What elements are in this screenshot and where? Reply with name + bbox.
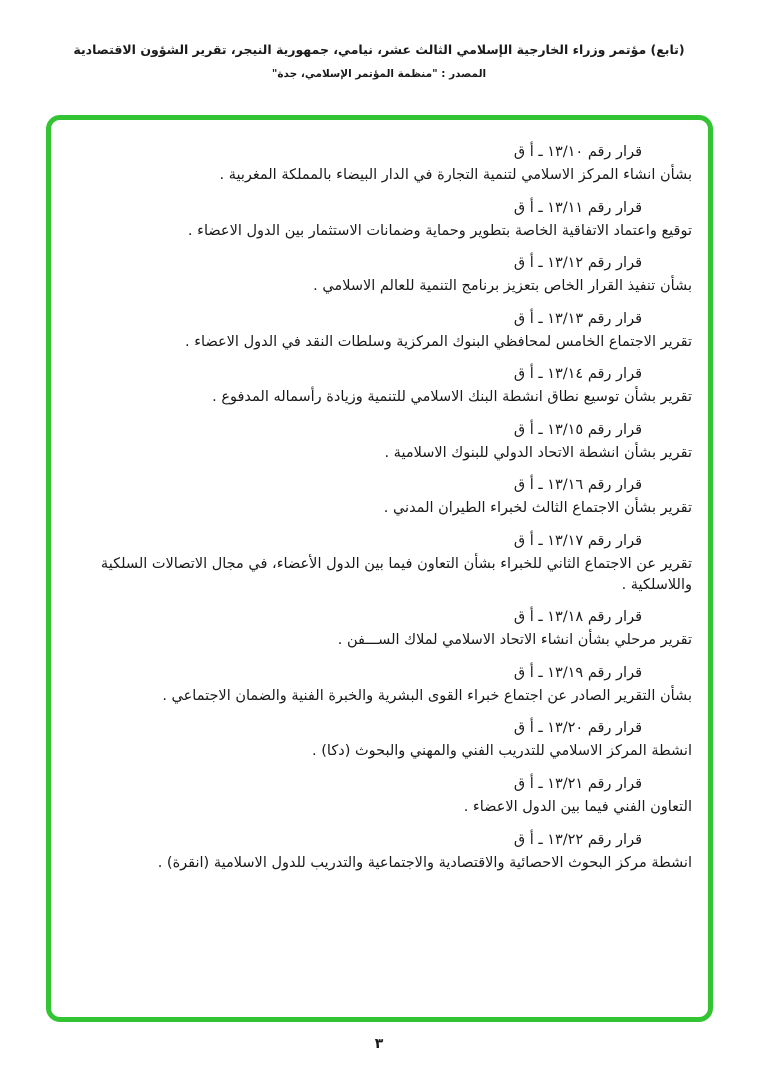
resolution-entry (67, 776, 692, 818)
resolution-title: قرار رقم ١٣/١٧ ـ أ ق (513, 533, 642, 550)
resolution-body: تقرير بشأن توسيع نطاق انشطة البنك الاسلامي للتنمية وزيادة رأسماله المدفوع . (212, 389, 692, 406)
resolution-body: بشأن تنفيذ القرار الخاص بتعزيز برنامج التنمية للعالم الاسلامي . (313, 278, 692, 295)
resolution-title: قرار رقم ١٣/١٠ ـ أ ق (513, 144, 642, 160)
resolution-entry (67, 477, 692, 519)
resolution-body: توقيع واعتماد الاتفاقية الخاصة بتطوير وحماية وضمانات الاستثمار بين الدول الاعضاء . (187, 222, 692, 239)
resolution-title: قرار رقم ١٣/١٣ ـ أ ق (513, 310, 642, 327)
resolution-entry (67, 422, 692, 464)
header-title: (تابع) مؤتمر وزراء الخارجية الإسلامي الثالث عشر، نيامي، جمهورية النيجر، تقرير الشؤون الاقتصادية (73, 42, 685, 57)
resolution-entry (67, 720, 692, 762)
resolution-body: بشأن التقرير الصادر عن اجتماع خبراء القوى البشرية والخبرة الفنية والضمان الاجتماعي . (162, 687, 692, 704)
resolution-entry (67, 311, 692, 353)
resolution-entry (67, 144, 692, 186)
resolution-body: التعاون الفني فيما بين الدول الاعضاء . (463, 798, 692, 815)
resolution-title: قرار رقم ١٣/٢٢ ـ أ ق (513, 831, 642, 848)
resolution-body: تقرير بشأن الاجتماع الثالث لخبراء الطيران المدني . (383, 500, 692, 517)
document-header (0, 42, 758, 80)
resolution-entry (67, 366, 692, 408)
page-number: ٣ (374, 1036, 384, 1052)
resolution-body: انشطة مركز البحوث الاحصائية والاقتصادية والاجتماعية والتدريب للدول الاسلامية (انقرة) . (157, 854, 692, 871)
resolution-entry (67, 832, 692, 874)
resolution-body: تقرير مرحلي بشأن انشاء الاتحاد الاسلامي لملاك الســـفن . (337, 632, 692, 649)
resolution-title: قرار رقم ١٣/١١ ـ أ ق (513, 199, 642, 216)
resolution-title: قرار رقم ١٣/١٦ ـ أ ق (513, 477, 642, 494)
resolution-title: قرار رقم ١٣/١٩ ـ أ ق (513, 664, 642, 681)
resolution-body: تقرير عن الاجتماع الثاني للخبراء بشأن التعاون فيما بين الدول الأعضاء، في مجال الاتصالات السلكية واللاسلكية . (100, 556, 692, 593)
resolution-title: قرار رقم ١٣/٢٠ ـ أ ق (513, 720, 642, 737)
resolution-body: تقرير الاجتماع الخامس لمحافظي البنوك المركزية وسلطات النقد في الدول الاعضاء . (184, 333, 692, 350)
resolution-entry (67, 533, 692, 595)
resolution-title: قرار رقم ١٣/١٨ ـ أ ق (513, 609, 642, 626)
content-border-box (46, 115, 713, 1022)
resolution-body: انشطة المركز الاسلامي للتدريب الفني والمهني والبحوث (دكا) . (312, 743, 692, 760)
resolution-entry (67, 255, 692, 297)
resolution-body: تقرير بشأن انشطة الاتحاد الدولي للبنوك الاسلامية . (384, 444, 692, 461)
resolution-title: قرار رقم ١٣/٢١ ـ أ ق (513, 775, 642, 792)
resolution-body: بشأن انشاء المركز الاسلامي لتنمية التجارة في الدار البيضاء بالمملكة المغربية . (219, 167, 692, 183)
resolution-entry (67, 200, 692, 242)
resolution-entry (67, 609, 692, 651)
resolution-title: قرار رقم ١٣/١٤ ـ أ ق (513, 366, 642, 383)
resolution-entry (67, 665, 692, 707)
resolution-title: قرار رقم ١٣/١٥ ـ أ ق (513, 421, 642, 438)
header-source: المصدر : "منظمة المؤتمر الإسلامي، جدة" (271, 68, 487, 80)
resolution-title: قرار رقم ١٣/١٢ ـ أ ق (513, 255, 642, 272)
